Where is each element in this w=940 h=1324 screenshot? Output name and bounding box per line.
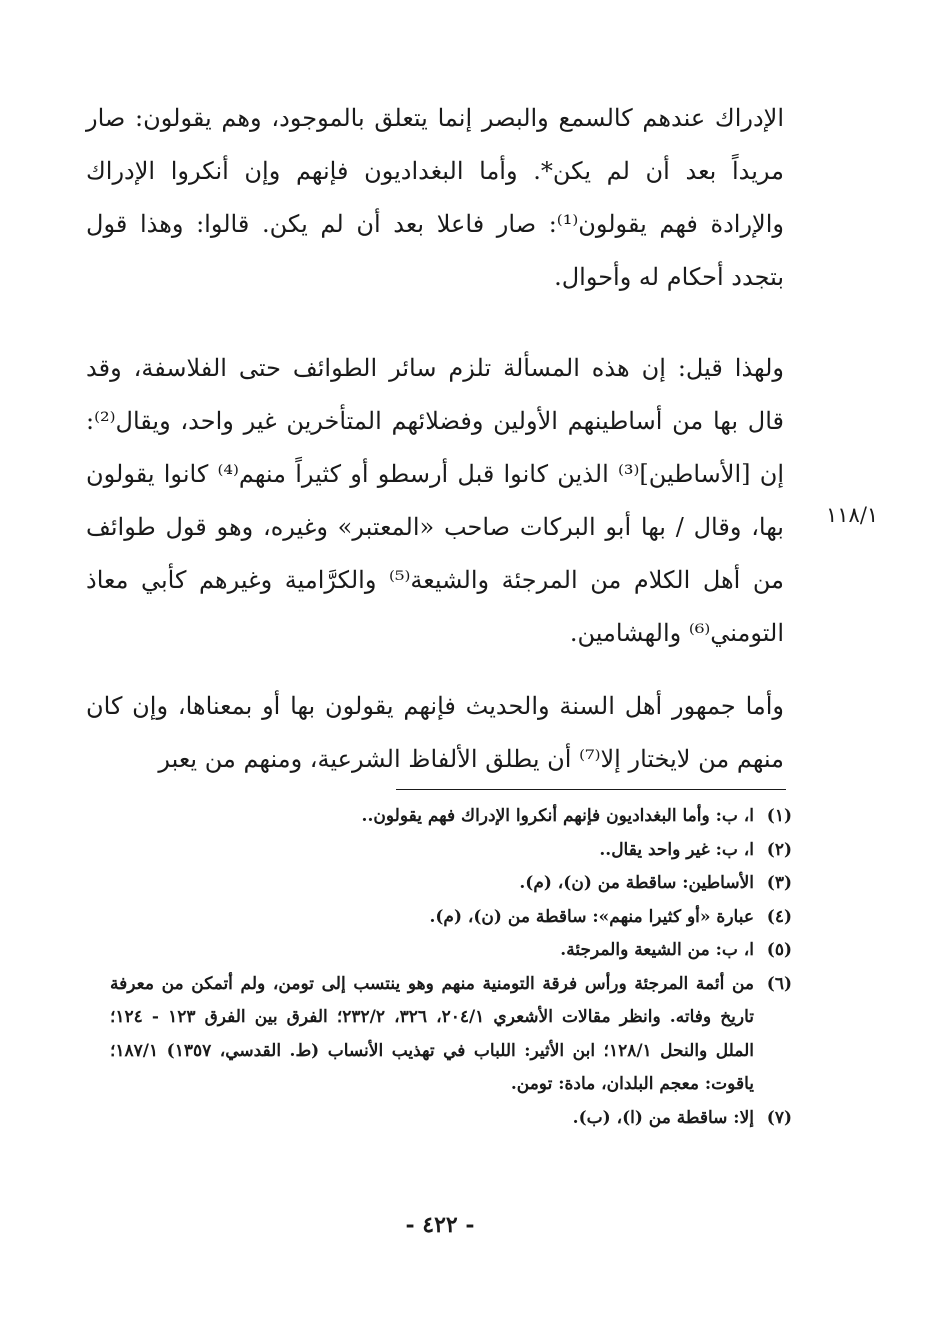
footnote-separator	[396, 789, 786, 790]
footnote-text: عبارة «أو كثيرا منهم»: ساقطة من (ن)، (م).	[429, 906, 754, 927]
body-paragraph	[86, 680, 784, 786]
footnote	[110, 1102, 792, 1136]
footnote-number: (٥)	[766, 940, 792, 960]
paragraph-text: وأما جمهور أهل السنة والحديث فإنهم يقولون بها أو بمعناها، وإن كان منهم من لايختار إلا⁽⁷⁾ أن يطلق الألفاظ الشرعية، ومنهم من يعبر	[86, 692, 784, 773]
footnote	[110, 800, 792, 834]
footnote-number: (٣)	[766, 873, 792, 893]
footnote-text: من أئمة المرجئة ورأس فرقة التومنية منهم وهو ينتسب إلى تومن، ولم أتمكن من معرفة تاريخ وفاته. وانظر مقالات الأشعري ٢٠٤/١، ٣٢٦، ٢٣٢/٢؛ الفرق بين الفرق ١٢٣ - ١٢٤؛ الملل والنحل ١٢٨/١؛ ابن الأثير: اللباب في تهذيب الأنساب (ط. القدسي، ١٣٥٧) ١٨٧/١؛ ياقوت: معجم البلدان، مادة: تومن.	[110, 973, 755, 1094]
paragraph-text: الإدراك عندهم كالسمع والبصر إنما يتعلق بالموجود، وهم يقولون: صار مريداً بعد أن لم يكن*. وأما البغداديون فإنهم وإن أنكروا الإدراك والإرادة فهم يقولون⁽¹⁾: صار فاعلا بعد أن لم يكن. قالوا: وهذا قول بتجدد أحكام له وأحوال.	[86, 104, 784, 291]
footnote-text: ا، ب: غير واحد يقال..	[599, 839, 754, 860]
footnote-text: ا، ب: من الشيعة والمرجئة.	[560, 940, 754, 960]
footnote-text: الأساطين: ساقطة من (ن)، (م).	[519, 873, 754, 893]
footnote-number: (٢)	[766, 839, 792, 860]
footnote	[110, 834, 792, 868]
footnote-number: (٦)	[766, 973, 792, 994]
footnote	[110, 934, 792, 968]
footnote-text: ا، ب: وأما البغداديون فإنهم أنكروا الإدراك فهم يقولون..	[361, 806, 754, 826]
footnote	[110, 901, 792, 935]
footnote-number: (١)	[766, 806, 792, 826]
body-paragraph	[86, 342, 784, 660]
footnote	[110, 968, 792, 1102]
body-paragraph	[86, 92, 784, 304]
footnote-text: إلا: ساقطة من (ا)، (ب).	[572, 1107, 754, 1128]
footnote-number: (٧)	[766, 1107, 792, 1128]
footnotes-list	[110, 800, 792, 1135]
footnote	[110, 867, 792, 901]
footnote-number: (٤)	[766, 906, 792, 927]
paragraph-text: ولهذا قيل: إن هذه المسألة تلزم سائر الطوائف حتى الفلاسفة، وقد قال بها من أساطينهم الأولين وفضلائهم المتأخرين غير واحد، ويقال⁽²⁾: إن [الأساطين]⁽³⁾ الذين كانوا قبل أرسطو أو كثيراً منهم⁽⁴⁾ كانوا يقولون بها، وقال / بها أبو البركات صاحب «المعتبر» وغيره، وهو قول طوائف من أهل الكلام من المرجئة والشيعة⁽⁵⁾ والكرَّامية وغيرهم كأبي معاذ التومني⁽⁶⁾ والهشامين.	[86, 354, 785, 647]
page-number: - ٤٢٢ -	[405, 1212, 475, 1238]
manuscript-page-marker: ١١٨/١	[826, 503, 879, 527]
